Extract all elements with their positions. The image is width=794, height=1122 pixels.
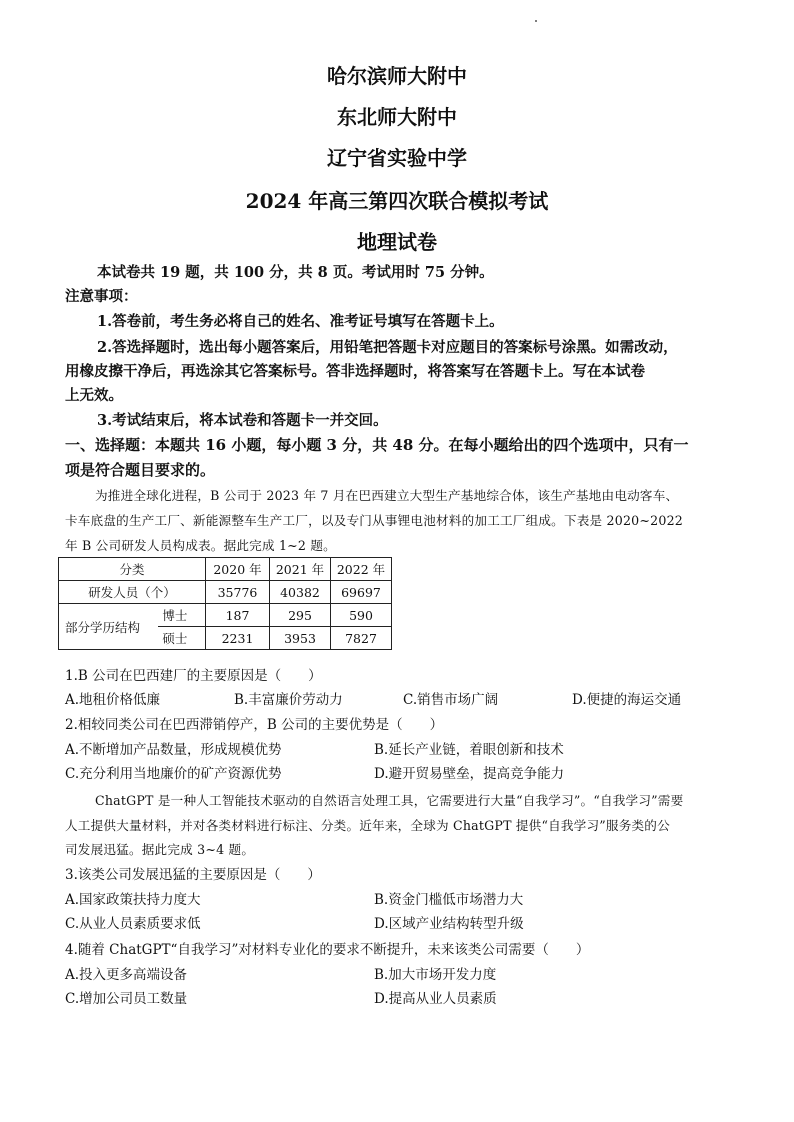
table-cell: 187 <box>206 604 270 627</box>
row-label-phd: 博士 <box>158 604 205 627</box>
subject-title: 地理试卷 <box>357 230 437 254</box>
table-cell: 7827 <box>331 627 392 650</box>
q3-option-a: A.国家政策扶持力度大 <box>65 892 201 908</box>
rd-staff-table <box>58 557 392 650</box>
question-3-stem: 3.该类公司发展迅猛的主要原因是（ ） <box>65 867 321 883</box>
q2-option-d: D.避开贸易壁垒，提高竞争能力 <box>374 766 565 782</box>
exam-title: 2024 年高三第四次联合模拟考试 <box>245 189 549 213</box>
passage-1-line-1: 为推进全球化进程，B 公司于 2023 年 7 月在巴西建立大型生产基地综合体，该生产基地由电动客车、 <box>95 488 679 503</box>
question-4-stem: 4.随着 ChatGPT“自我学习”对材料专业化的要求不断提升，未来该类公司需要（ ） <box>65 942 590 958</box>
row-label-master: 硕士 <box>158 627 205 650</box>
table-cell: 35776 <box>206 581 270 604</box>
q3-option-c: C.从业人员素质要求低 <box>65 916 201 932</box>
table-header-row <box>59 558 392 581</box>
table-cell: 2231 <box>206 627 270 650</box>
notice-item-2-line-3: 上无效。 <box>65 387 123 404</box>
table-cell: 3953 <box>270 627 331 650</box>
passage-2-line-3: 司发展迅猛。据此完成 3~4 题。 <box>65 842 255 857</box>
q3-option-d: D.区域产业结构转型升级 <box>374 916 524 932</box>
q4-option-d: D.提高从业人员素质 <box>374 991 497 1007</box>
q2-option-c: C.充分利用当地廉价的矿产资源优势 <box>65 766 282 782</box>
table-header-2021: 2021 年 <box>270 558 331 581</box>
notice-title: 注意事项： <box>65 288 138 305</box>
table-header-category: 分类 <box>59 558 206 581</box>
passage-2-line-1: ChatGPT 是一种人工智能技术驱动的自然语言处理工具，它需要进行大量“自我学习”。“自我学习”需要 <box>95 793 684 808</box>
school-name-3: 辽宁省实验中学 <box>327 146 467 170</box>
section-1-heading-line-1: 一、选择题：本题共 16 小题，每小题 3 分，共 48 分。在每小题给出的四个选项中，只有一 <box>65 436 689 454</box>
scan-speck <box>535 20 537 22</box>
section-1-heading-line-2: 项是符合题目要求的。 <box>65 461 216 479</box>
q1-option-d: D.便捷的海运交通 <box>572 692 682 708</box>
q4-option-c: C.增加公司员工数量 <box>65 991 188 1007</box>
row-label-total: 研发人员（个） <box>59 581 206 604</box>
passage-1-line-2: 卡车底盘的生产工厂、新能源整车生产工厂，以及专门从事锂电池材料的加工工厂组成。下表是 2020~2022 <box>65 513 683 528</box>
row-group-degree: 部分学历结构 <box>59 604 159 650</box>
question-1-stem: 1.B 公司在巴西建厂的主要原因是（ ） <box>65 668 322 684</box>
notice-item-2-line-2: 用橡皮擦干净后，再选涂其它答案标号。答非选择题时，将答案写在答题卡上。写在本试卷 <box>65 363 645 380</box>
q4-option-a: A.投入更多高端设备 <box>65 967 188 983</box>
table-header-2020: 2020 年 <box>206 558 270 581</box>
passage-2-line-2: 人工提供大量材料，并对各类材料进行标注、分类。近年来，全球为 ChatGPT 提供“自我学习”服务类的公 <box>65 818 670 833</box>
q3-option-b: B.资金门槛低市场潜力大 <box>374 892 524 908</box>
table-cell: 295 <box>270 604 331 627</box>
question-2-stem: 2.相较同类公司在巴西滞销停产，B 公司的主要优势是（ ） <box>65 717 444 733</box>
table-row <box>59 604 392 627</box>
q1-option-c: C.销售市场广阔 <box>403 692 499 708</box>
notice-item-3: 3.考试结束后，将本试卷和答题卡一并交回。 <box>97 412 388 429</box>
q2-option-a: A.不断增加产品数量，形成规模优势 <box>65 742 282 758</box>
exam-summary: 本试卷共 19 题，共 100 分，共 8 页。考试用时 75 分钟。 <box>97 264 494 281</box>
table-cell: 590 <box>331 604 392 627</box>
table-header-2022: 2022 年 <box>331 558 392 581</box>
table-cell: 69697 <box>331 581 392 604</box>
notice-item-2-line-1: 2.答选择题时，选出每小题答案后，用铅笔把答题卡对应题目的答案标号涂黑。如需改动， <box>97 339 678 356</box>
table-cell: 40382 <box>270 581 331 604</box>
notice-item-1: 1.答卷前，考生务必将自己的姓名、准考证号填写在答题卡上。 <box>97 313 504 330</box>
school-name-2: 东北师大附中 <box>337 105 457 129</box>
passage-1-line-3: 年 B 公司研发人员构成表。据此完成 1~2 题。 <box>65 538 336 553</box>
table-row <box>59 581 392 604</box>
school-name-1: 哈尔滨师大附中 <box>327 64 467 88</box>
q2-option-b: B.延长产业链，着眼创新和技术 <box>374 742 564 758</box>
q4-option-b: B.加大市场开发力度 <box>374 967 497 983</box>
q1-option-b: B.丰富廉价劳动力 <box>234 692 343 708</box>
q1-option-a: A.地租价格低廉 <box>65 692 161 708</box>
